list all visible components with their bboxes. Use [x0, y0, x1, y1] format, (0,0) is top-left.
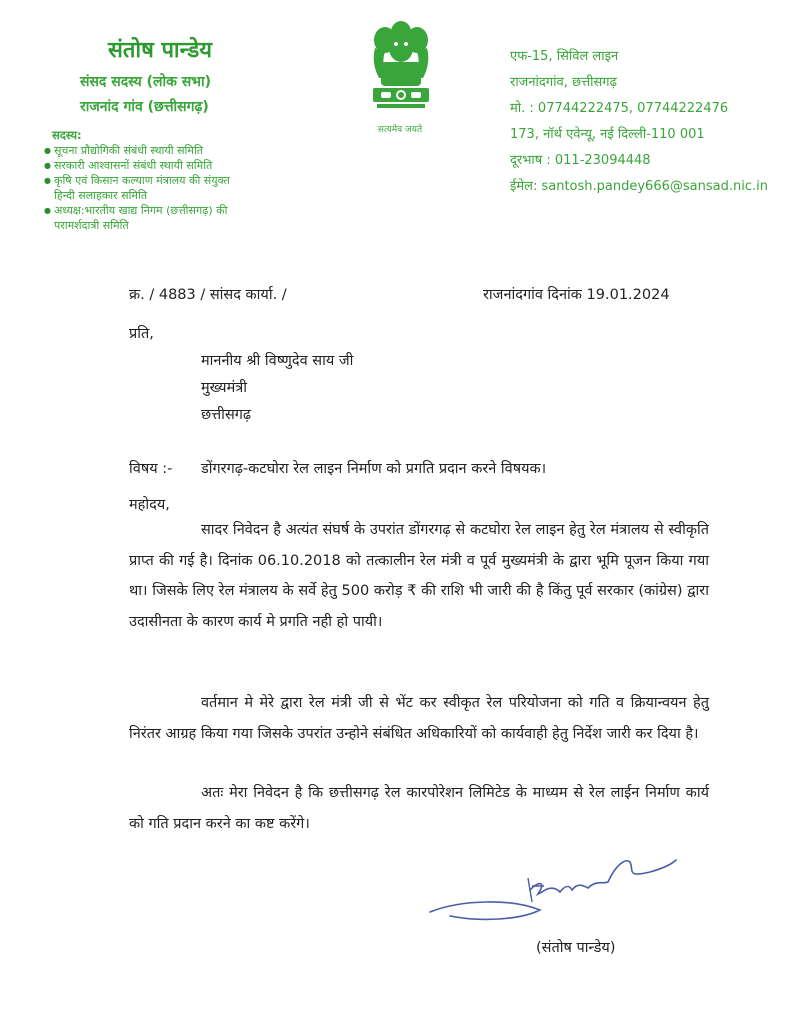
- sender-constituency: राजनांद गांव (छत्तीसगढ़): [80, 99, 209, 115]
- committee-item-continued: परामर्शदात्री समिति: [54, 219, 129, 232]
- phone-line: मो. : 07744222475, 07744222476: [510, 101, 729, 116]
- committee-item: ● कृषि एवं किसान कल्याण मंत्रालय की संयुक्त: [40, 173, 340, 188]
- subject-line: [129, 458, 729, 478]
- recipient-state: छत्तीसगढ़: [201, 407, 252, 423]
- recipient-name: माननीय श्री विष्णुदेव साय जी: [201, 353, 354, 369]
- subject-text: डोंगरगढ़-कटघोरा रेल लाइन निर्माण को प्रगति प्रदान करने विषयक।: [201, 461, 547, 477]
- reference-number: क्र. / 4883 / सांसद कार्या. /: [129, 287, 287, 303]
- body-paragraph: वर्तमान मे मेरे द्वारा रेल मंत्री जी से भेंट कर स्वीकृत रेल परियोजना को गति व क्रियान्वयन हेतु निरंतर आग्रह किया गया जिसके उपरांत उन्होने संबंधित अधिकारियों को कार्यवाही हेतु निर्देश जारी कर दिया है।: [129, 695, 709, 742]
- committee-list: [40, 128, 340, 233]
- address-line: राजनांदगांव, छत्तीसगढ़: [510, 75, 617, 90]
- email-line: ईमेल: santosh.pandey666@sansad.nic.in: [510, 179, 768, 194]
- signature-mark: [420, 850, 680, 930]
- letterhead-address: [510, 44, 780, 200]
- committee-heading: सदस्य:: [52, 128, 82, 142]
- letterhead-left: [40, 34, 340, 233]
- subject-label: विषय :-: [129, 461, 173, 477]
- body-paragraph: अतः मेरा निवेदन है कि छत्तीसगढ़ रेल कारपोरेशन लिमिटेड के माध्यम से रेल लाईन निर्माण कार्य को गति प्रदान करने का कष्ट करेंगे।: [129, 785, 709, 832]
- delhi-address-line: 173, नॉर्थ एवेन्यू, नई दिल्ली-110 001: [510, 127, 705, 142]
- address-line: एफ-15, सिविल लाइन: [510, 49, 619, 64]
- to-label: प्रति,: [129, 326, 154, 342]
- recipient-block: [201, 348, 353, 429]
- signatory-name: (संतोष पान्डेय): [536, 940, 616, 956]
- place-date: राजनांदगांव दिनांक 19.01.2024: [483, 287, 670, 303]
- sender-designation: संसद सदस्य (लोक सभा): [80, 74, 212, 90]
- committee-item: ● सूचना प्रौद्योगिकी संबंधी स्थायी समिति: [40, 143, 340, 158]
- recipient-title: मुख्यमंत्री: [201, 380, 247, 396]
- committee-item: ● अध्यक्ष:भारतीय खाद्य निगम (छत्तीसगढ़) की: [40, 203, 340, 218]
- emblem-motto: सत्यमेव जयते: [377, 125, 423, 135]
- body-paragraph: सादर निवेदन है अत्यंत संघर्ष के उपरांत डोंगरगढ़ से कटघोरा रेल लाइन हेतु रेल मंत्रालय से स्वीकृति प्राप्त की गई है। दिनांक 06.10.2018 को तत्कालीन रेल मंत्री व पूर्व मुख्यमंत्री के द्वारा भूमि पूजन किया गया था। जिसके लिए रेल मंत्रालय के सर्वे हेतु 500 करोड़ ₹ की राशि भी जारी की है किंतु पूर्व सरकार (कांग्रेस) द्वारा उदासीनता के कारण कार्य मे प्रगति नही हो पायी।: [129, 522, 709, 630]
- sender-name: संतोष पान्डेय: [107, 38, 213, 63]
- national-emblem-icon: [363, 18, 439, 138]
- committee-item: ● सरकारी आश्वासनों संबंधी स्थायी समिति: [40, 158, 340, 173]
- telephone-line: दूरभाष : 011-23094448: [510, 153, 651, 168]
- committee-item-continued: हिन्दी सलाहकार समिति: [54, 189, 148, 202]
- salutation: महोदय,: [129, 497, 170, 513]
